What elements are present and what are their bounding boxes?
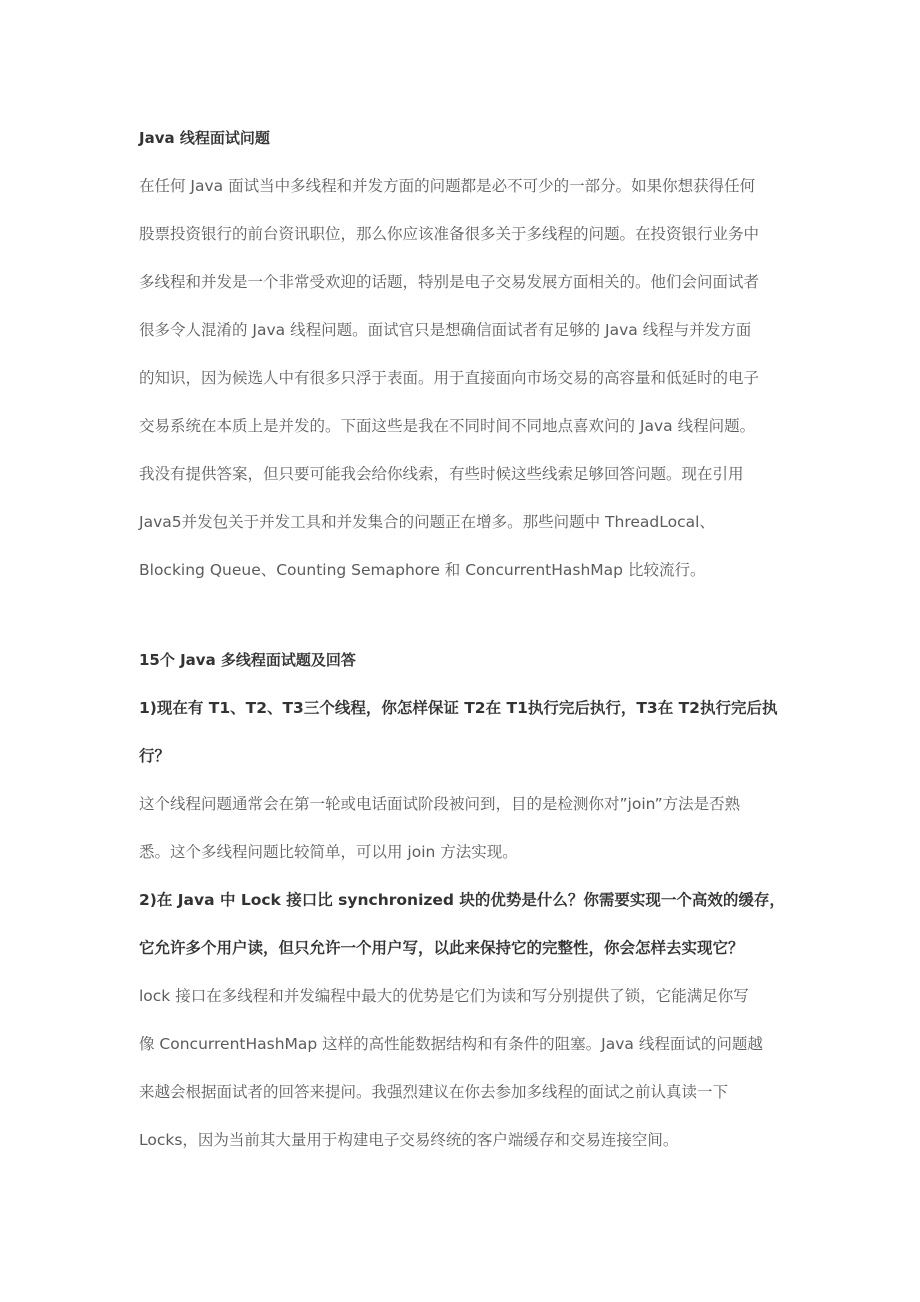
answer-1-line-2: 悉。这个多线程问题比较简单，可以用 join 方法实现。 [139,843,518,861]
question-2-line-1: 2)在 Java 中 Lock 接口比 synchronized 块的优势是什么？你需要实现一个高效的缓存， [139,891,785,909]
intro-line-7: 我没有提供答案，但只要可能我会给你线索，有些时候这些线索足够回答问题。现在引用 [139,465,744,483]
section-title-15-questions: 15个 Java 多线程面试题及回答 [139,651,356,669]
intro-line-3: 多线程和并发是一个非常受欢迎的话题，特别是电子交易发展方面相关的。他们会问面试者 [139,273,760,291]
answer-2-line-4: Locks，因为当前其大量用于构建电子交易终统的客户端缓存和交易连接空间。 [139,1131,679,1149]
intro-line-4: 很多令人混淆的 Java 线程问题。面试官只是想确信面试者有足够的 Java 线程与并发方面 [139,321,752,339]
question-1-line-1: 1)现在有 T1、T2、T3三个线程，你怎样保证 T2在 T1执行完后执行，T3在 T2执行完后执 [139,699,778,717]
intro-line-1: 在任何 Java 面试当中多线程和并发方面的问题都是必不可少的一部分。如果你想获得任何 [139,177,756,195]
section-title-java-thread: Java 线程面试问题 [139,129,270,147]
answer-2-line-2: 像 ConcurrentHashMap 这样的高性能数据结构和有条件的阻塞。Java 线程面试的问题越 [139,1035,763,1053]
intro-line-6: 交易系统在本质上是并发的。下面这些是我在不同时间不同地点喜欢问的 Java 线程问题。 [139,417,756,435]
answer-1-line-1: 这个线程问题通常会在第一轮或电话面试阶段被问到，目的是检测你对”join”方法是否熟 [139,795,741,813]
intro-line-5: 的知识，因为候选人中有很多只浮于表面。用于直接面向市场交易的高容量和低延时的电子 [139,369,760,387]
intro-line-2: 股票投资银行的前台资讯职位，那么你应该准备很多关于多线程的问题。在投资银行业务中 [139,225,760,243]
answer-2-line-3: 来越会根据面试者的回答来提问。我强烈建议在你去参加多线程的面试之前认真读一下 [139,1083,729,1101]
intro-line-9: Blocking Queue、Counting Semaphore 和 ConcurrentHashMap 比较流行。 [139,561,706,579]
question-1-line-2: 行？ [139,747,171,765]
intro-line-8: Java5并发包关于并发工具和并发集合的问题正在增多。那些问题中 ThreadLocal、 [139,513,715,531]
question-2-line-2: 它允许多个用户读，但只允许一个用户写，以此来保持它的完整性，你会怎样去实现它？ [139,939,744,957]
answer-2-line-1: lock 接口在多线程和并发编程中最大的优势是它们为读和写分别提供了锁，它能满足你写 [139,987,749,1005]
